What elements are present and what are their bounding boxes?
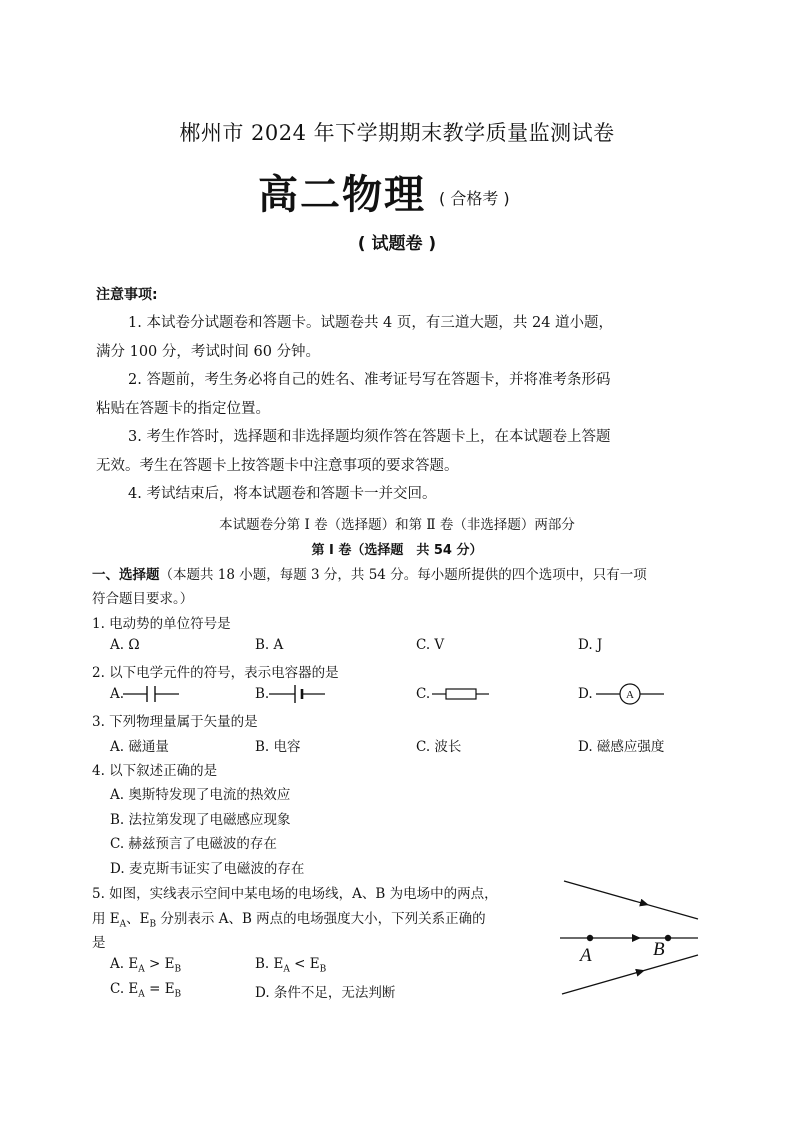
question-stem: 5. 如图，实线表示空间中某电场的电场线，A、B 为电场中的两点， — [92, 886, 498, 902]
resistor-symbol-icon — [432, 684, 492, 704]
notice-line: 2. 答题前，考生务必将自己的姓名、准考证号写在答题卡，并将准考条形码 — [128, 372, 611, 388]
section1-desc-cont: 符合题目要求。） — [92, 591, 194, 607]
option-d: D. 麦克斯韦证实了电磁波的存在 — [110, 861, 305, 877]
option-a: A. 磁通量 — [110, 739, 169, 755]
point-b-dot — [665, 935, 671, 941]
point-a-dot — [587, 935, 593, 941]
option-d: D. 磁感应强度 — [578, 739, 665, 755]
option-a: A. — [110, 686, 125, 702]
option-c: C. 赫兹预言了电磁波的存在 — [110, 836, 277, 852]
option-a: A. Ω — [110, 637, 140, 653]
question-stem: 3. 下列物理量属于矢量的是 — [92, 714, 258, 730]
parts-description: 本试题卷分第 Ⅰ 卷（选择题）和第 Ⅱ 卷（非选择题）两部分 — [219, 517, 575, 533]
subscript: B — [319, 964, 327, 975]
question-stem: 2. 以下电学元件的符号，表示电容器的是 — [92, 665, 339, 681]
option-c: C. 波长 — [416, 739, 462, 755]
exam-title-line: 郴州市 2024 年下学期期末教学质量监测试卷 — [179, 121, 615, 145]
point-b-label: B — [653, 939, 665, 960]
electric-field-figure — [556, 876, 706, 1001]
battery-symbol-icon — [269, 684, 329, 704]
notice-line: 满分 100 分，考试时间 60 分钟。 — [96, 344, 321, 360]
option-a — [110, 956, 181, 975]
capacitor-symbol-icon — [123, 684, 183, 704]
option-b: B. 电容 — [255, 739, 301, 755]
option-c: C. V — [416, 637, 445, 653]
part1-title: 第 Ⅰ 卷（选择题 共 54 分） — [311, 543, 483, 558]
option-b: B. A — [255, 637, 284, 653]
arrow-icon — [564, 881, 646, 904]
subscript: B — [174, 964, 182, 975]
option-d: D. 条件不足，无法判断 — [255, 985, 396, 1001]
stem-text: 分别表示 A、B 两点的电场强度大小，下列关系正确的 — [156, 911, 486, 927]
question-stem-cont: 是 — [92, 935, 106, 951]
option-d: D. — [578, 686, 593, 702]
option-b — [255, 956, 326, 975]
option-text: > E — [144, 956, 175, 972]
section1-desc: （本题共 18 小题，每题 3 分，共 54 分。每小题所提供的四个选项中，只有一项 — [159, 567, 647, 583]
question-stem: 4. 以下叙述正确的是 — [92, 763, 218, 779]
subscript: B — [149, 919, 157, 930]
option-text: C. E — [110, 981, 139, 997]
notice-line: 4. 考试结束后，将本试题卷和答题卡一并交回。 — [128, 486, 437, 502]
question-stem: 1. 电动势的单位符号是 — [92, 616, 231, 632]
option-c: C. — [416, 686, 431, 702]
ammeter-label: A — [626, 689, 634, 701]
option-c — [110, 981, 181, 1000]
option-text: B. E — [255, 956, 284, 972]
option-text: < E — [289, 956, 320, 972]
subscript: A — [119, 919, 127, 930]
subscript: A — [283, 964, 290, 975]
stem-text: 用 E — [92, 911, 120, 927]
option-b: B. 法拉第发现了电磁感应现象 — [110, 812, 291, 828]
notice-line: 粘贴在答题卡的指定位置。 — [96, 401, 270, 417]
subject-title: 高二物理 — [258, 172, 426, 218]
exam-type-label: ( 合格考 ) — [439, 189, 510, 208]
stem-text: 、E — [126, 911, 150, 927]
subscript: B — [174, 989, 182, 1000]
option-text: A. E — [110, 956, 139, 972]
section1-heading: 一、选择题 — [92, 567, 160, 583]
notice-heading: 注意事项: — [96, 287, 158, 303]
option-b: B. — [255, 686, 270, 702]
ammeter-symbol-icon — [596, 682, 666, 706]
point-a-label: A — [580, 945, 592, 966]
notice-line: 无效。考生在答题卡上按答题卡中注意事项的要求答题。 — [96, 458, 459, 474]
option-a: A. 奥斯特发现了电流的热效应 — [110, 787, 291, 803]
option-text: = E — [144, 981, 175, 997]
notice-line: 3. 考生作答时，选择题和非选择题均须作答在答题卡上，在本试题卷上答题 — [128, 429, 611, 445]
arrow-icon — [562, 971, 642, 994]
paper-type-label: ( 试题卷 ) — [357, 234, 437, 254]
notice-line: 1. 本试卷分试题卷和答题卡。试题卷共 4 页，有三道大题，共 24 道小题， — [128, 315, 614, 331]
option-d: D. J — [578, 637, 603, 653]
subscript: A — [138, 989, 145, 1000]
question-stem-cont — [92, 907, 486, 930]
subscript: A — [138, 964, 145, 975]
section1-intro — [92, 563, 647, 583]
